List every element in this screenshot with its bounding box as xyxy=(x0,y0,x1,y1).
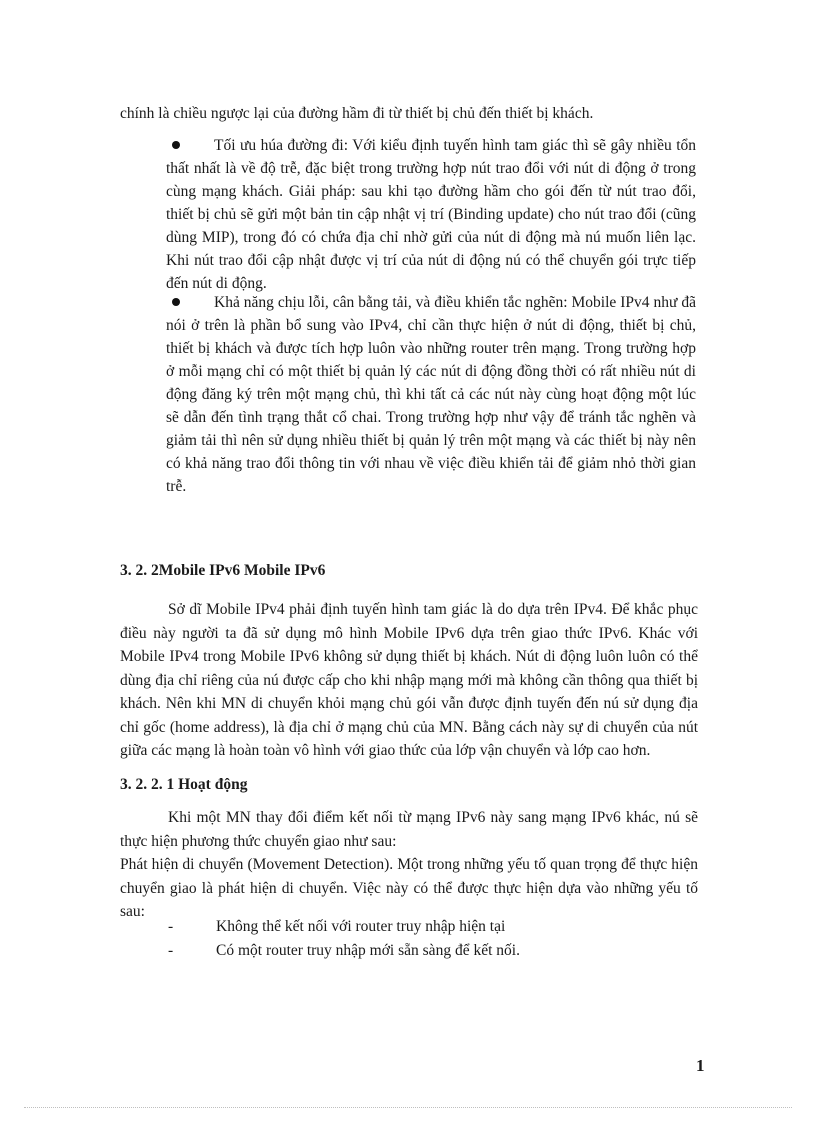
list-item-text: Không thể kết nối với router truy nhập hiện tại xyxy=(216,918,506,935)
list-item xyxy=(0,918,816,940)
list-item-text: Có một router truy nhập mới sẵn sàng để kết nối. xyxy=(216,942,520,959)
subsection-heading: 3. 2. 2. 1 Hoạt động xyxy=(120,776,248,793)
intro-line: chính là chiều ngược lại của đường hầm đi từ thiết bị chủ đến thiết bị khách. xyxy=(120,105,594,122)
dash-marker: - xyxy=(168,942,174,959)
section-heading: 3. 2. 2Mobile IPv6 Mobile IPv6 xyxy=(120,562,326,579)
bullet-item-route-optimization: Tối ưu húa đường đi: Với kiểu định tuyến hình tam giác thì sẽ gây nhiều tổn thất nhất là về độ trễ, đặc biệt trong trường hợp nút trao đổi với nút di động ở trong cùng mạng khách. Giải pháp: sau khi tạo đường hầm cho gói đến từ nút trao đổi, thiết bị chủ sẽ gửi một bản tin cập nhật vị trí (Binding update) cho nút trao đổi (cũng dùng MIP), trong đó có chứa địa chỉ nhờ gửi của nút di động mà nú muốn liên lạc. Khi nút trao đổi cập nhật được vị trí của nút di động nú có thể chuyển gói trực tiếp đến nút di động. xyxy=(166,137,696,292)
section-paragraph: Sở dĩ Mobile IPv4 phải định tuyến hình tam giác là do dựa trên IPv4. Để khắc phục điều này người ta đã sử dụng mô hình Mobile IPv6 dựa trên giao thức IPv6. Khác với Mobile IPv4 trong Mobile IPv6 không sử dụng thiết bị khách. Nút di động luôn luôn có thể dùng địa chỉ riêng của nú được cấp cho khi nhập mạng mới mà không cần thông qua thiết bị khách. Nên khi MN di chuyển khỏi mạng chủ gói vẫn được định tuyến đến nú sử dụng địa chỉ gốc (home address), là địa chỉ ở mạng chủ của MN. Bằng cách này sự di chuyển của nút giữa các mạng là hoàn toàn vô hình với giao thức của lớp vận chuyển và lớp cao hơn. xyxy=(120,601,698,759)
bullet-item-fault-tolerance: Khả năng chịu lỗi, cân bằng tải, và điều khiển tắc nghẽn: Mobile IPv4 như đã nói ở trên là phần bổ sung vào IPv4, chỉ cần thực hiện ở nút di động, thiết bị chủ, thiết bị khách và được tích hợp luôn vào những router trên mạng. Trong trường hợp ở mỗi mạng chỉ có một thiết bị quản lý các nút di động đồng thời có rất nhiều nút di động đăng ký trên một mạng chủ, thì khi tất cả các nút này cùng hoạt động một lúc sẽ dẫn đến tình trạng thắt cổ chai. Trong trường hợp như vậy để tránh tắc nghẽn và giảm tải thì nên sử dụng nhiều thiết bị quản lý trên một mạng và các thiết bị này nên có khả năng trao đổi thông tin với nhau về việc điều khiển tải để giảm nhỏ thời gian trễ. xyxy=(166,294,696,495)
list-item xyxy=(0,942,816,964)
dash-marker: - xyxy=(168,918,174,935)
page-number: 1 xyxy=(696,1056,705,1075)
movement-detection-paragraph: Phát hiện di chuyển (Movement Detection). Một trong những yếu tố quan trọng để thực hiện chuyển giao là phát hiện di chuyển. Việc này có thể được thực hiện dựa vào những yếu tố sau: xyxy=(120,856,698,920)
subsection-paragraph: Khi một MN thay đổi điểm kết nối từ mạng IPv6 này sang mạng IPv6 khác, nú sẽ thực hiện phương thức chuyển giao như sau: xyxy=(120,809,698,850)
footer-divider xyxy=(24,1107,792,1108)
